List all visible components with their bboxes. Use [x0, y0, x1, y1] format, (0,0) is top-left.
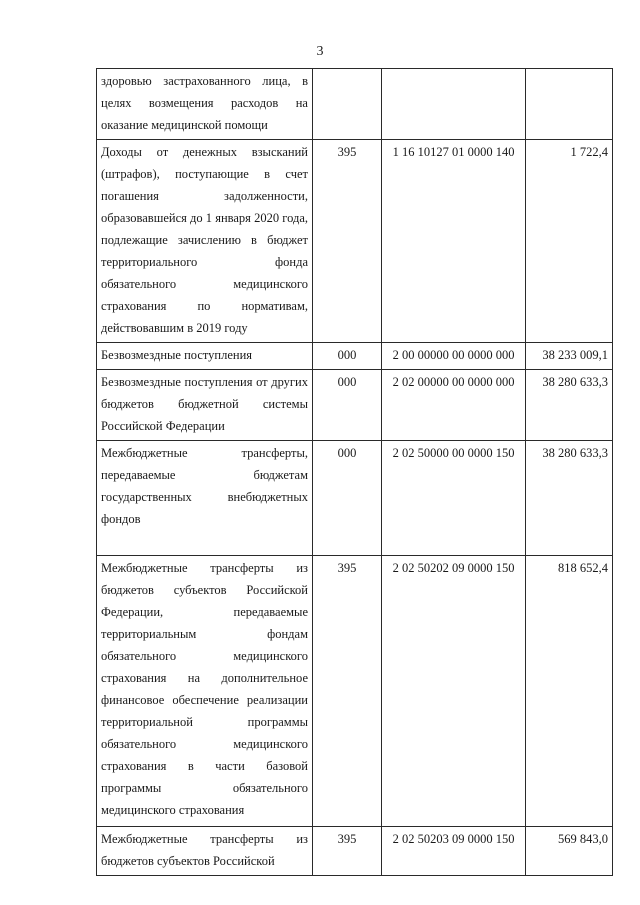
row-name: Доходы от денежных взысканий (штрафов), поступающие в счет погашения задолженности, образовавшейся до 1 января 2020 года, подлежащие зачислению в бюджет территориального фонда обязательного медицинского страхования по нормативам, действовавшим в 2019 году	[97, 140, 313, 343]
row-revenue-code: 2 02 50202 09 0000 150	[382, 556, 526, 827]
row-amount: 38 280 633,3	[526, 370, 613, 441]
row-name: здоровью застрахованного лица, в целях возмещения расходов на оказание медицинской помощи	[97, 69, 313, 140]
row-admin-code: 395	[313, 556, 382, 827]
row-revenue-code: 2 02 50000 00 0000 150	[382, 441, 526, 556]
row-admin-code	[313, 69, 382, 140]
row-admin-code: 395	[313, 827, 382, 876]
row-amount: 818 652,4	[526, 556, 613, 827]
row-amount: 569 843,0	[526, 827, 613, 876]
revenue-table	[96, 68, 613, 876]
table-row	[97, 343, 613, 370]
row-admin-code: 000	[313, 370, 382, 441]
row-name: Межбюджетные трансферты, передаваемые бюджетам государственных внебюджетных фондов	[97, 441, 313, 556]
row-name: Безвозмездные поступления от других бюджетов бюджетной системы Российской Федерации	[97, 370, 313, 441]
table-row	[97, 140, 613, 343]
row-revenue-code: 1 16 10127 01 0000 140	[382, 140, 526, 343]
row-admin-code: 000	[313, 441, 382, 556]
row-name: Безвозмездные поступления	[97, 343, 313, 370]
row-revenue-code: 2 00 00000 00 0000 000	[382, 343, 526, 370]
row-amount: 1 722,4	[526, 140, 613, 343]
table-row	[97, 556, 613, 827]
row-amount	[526, 69, 613, 140]
row-name: Межбюджетные трансферты из бюджетов субъектов Российской	[97, 827, 313, 876]
table-row	[97, 370, 613, 441]
row-amount: 38 280 633,3	[526, 441, 613, 556]
row-admin-code: 395	[313, 140, 382, 343]
row-amount: 38 233 009,1	[526, 343, 613, 370]
row-name: Межбюджетные трансферты из бюджетов субъектов Российской Федерации, передаваемые территориальным фондам обязательного медицинского страхования на дополнительное финансовое обеспечение реализации территориальной программы обязательного медицинского страхования в части базовой программы обязательного медицинского страхования	[97, 556, 313, 827]
table-row	[97, 827, 613, 876]
row-revenue-code: 2 02 50203 09 0000 150	[382, 827, 526, 876]
row-revenue-code: 2 02 00000 00 0000 000	[382, 370, 526, 441]
row-revenue-code	[382, 69, 526, 140]
page-number: 3	[316, 44, 324, 59]
row-admin-code: 000	[313, 343, 382, 370]
table-row	[97, 69, 613, 140]
table-row	[97, 441, 613, 556]
